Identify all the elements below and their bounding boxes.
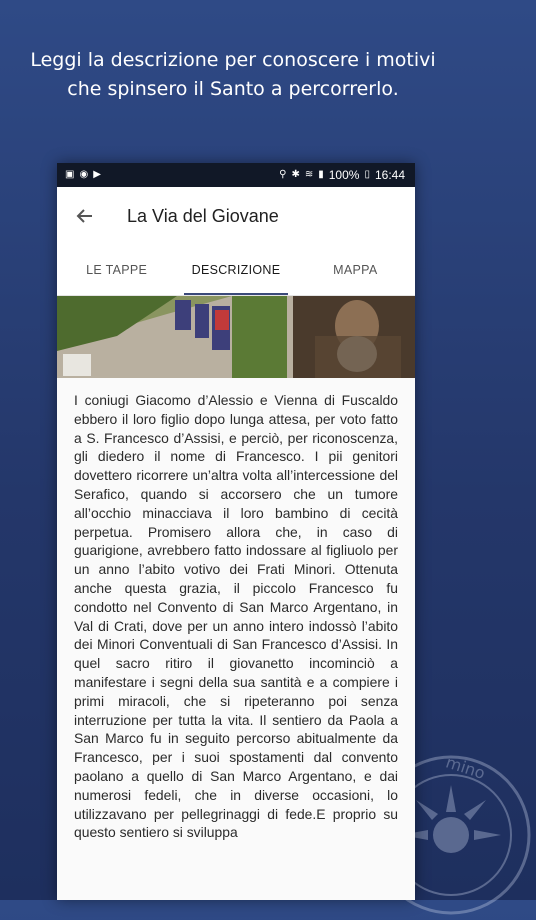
- tab-mappa[interactable]: MAPPA: [333, 263, 378, 277]
- phone-screen: [57, 163, 415, 900]
- bluetooth-icon: ✱: [291, 169, 300, 180]
- tab-le-tappe[interactable]: LE TAPPE: [86, 263, 148, 277]
- promo-caption: Leggi la descrizione per conoscere i motivi che spinsero il Santo a percorrerlo.: [30, 49, 436, 100]
- hero-image: [57, 296, 415, 378]
- location-icon: ⚲: [279, 169, 287, 180]
- battery-icon: ▯: [364, 169, 370, 180]
- status-bar: [57, 163, 415, 187]
- arrow-left-icon[interactable]: [73, 204, 97, 228]
- page-title: La Via del Giovane: [127, 205, 279, 226]
- status-time: 16:44: [374, 168, 405, 182]
- play-icon: ▶: [93, 169, 101, 180]
- tab-bar: [57, 245, 415, 296]
- signal-icon: ▮: [318, 169, 324, 180]
- wifi-icon: ≋: [304, 169, 314, 180]
- app-bar: [57, 187, 415, 245]
- description-text: I coniugi Giacomo d’Alessio e Vienna di Fuscaldo ebbero il loro figlio dopo lunga attesa, per voto fatto a S. Francesco d’Assisi, e perciò, per riconoscenza, gli diedero il nome di Francesco. I pii genitori dovettero ricorrere un’altra volta all’intercessione del Serafico, quando si accorsero che un tumore all’occhio minacciava il loro bambino di cecità perpetua. Promisero allora che, in caso di guarigione, avrebbero fatto indossare al figliuolo per un anno l’abito votivo dei Frati Minori. Ottenuta anche questa grazia, il piccolo Francesco fu condotto nel Convento di San Marco Argentano, in Val di Crati, dove per un anno intero indossò l’abito dei Minori Conventuali di San Francesco d’Assisi. In quel sacro ritiro il giovanetto incominciò a manifestare i segni della sua santità e a compiere i primi miracoli, che si ripeteranno poi senza interruzione per tutta la vita. Il sentiero da Paola a San Marco fu in seguito percorso abitualmente da Francesco, per i suoi spostamenti dal convento paolano a quello di San Marco Argentano, e dai numerosi fedeli, che in diverse occasioni, lo utilizzavano per pellegrinaggi di fede.E proprio su questo sentiero si sviluppa: [74, 392, 398, 841]
- battery-percent: 100%: [328, 168, 360, 182]
- watermark-text: mino: [443, 752, 488, 783]
- image-icon: ▣: [65, 169, 75, 180]
- tab-descrizione[interactable]: DESCRIZIONE: [176, 245, 295, 295]
- chrome-icon: ◉: [79, 169, 89, 180]
